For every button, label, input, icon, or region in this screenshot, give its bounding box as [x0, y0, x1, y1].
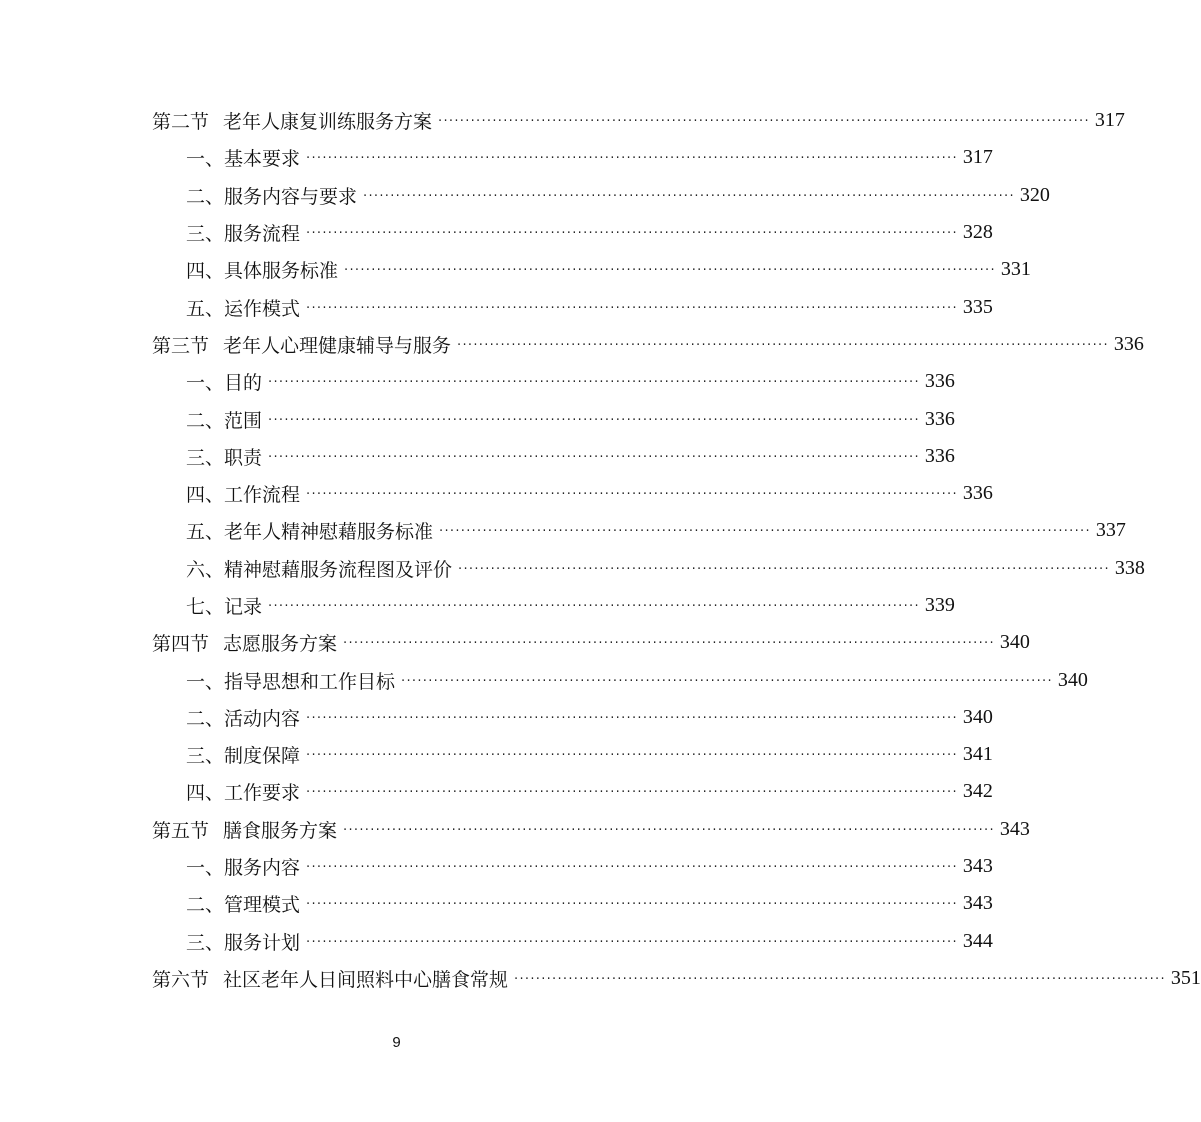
toc-item-entry[interactable] — [0, 587, 955, 624]
toc-entry-title: 服务计划 — [224, 931, 301, 954]
toc-entry-title: 管理模式 — [224, 894, 301, 917]
toc-entry-label — [186, 704, 300, 731]
toc-page-number: 317 — [962, 146, 993, 169]
toc-dot-leader: ························································································································ — [438, 114, 1090, 130]
toc-item-entry[interactable] — [0, 288, 993, 325]
toc-dot-leader: ························································································································ — [268, 599, 920, 614]
toc-item-entry[interactable] — [0, 885, 993, 922]
toc-section-entry[interactable] — [0, 811, 1030, 848]
toc-section-entry[interactable] — [0, 624, 1030, 661]
toc-dot-leader: ························································································································ — [268, 375, 920, 391]
toc-entry-label — [152, 816, 337, 843]
toc-item-entry[interactable] — [0, 251, 1031, 288]
toc-dot-leader: ························································································································ — [343, 822, 995, 838]
toc-page-number: 336 — [924, 370, 955, 393]
toc-entry-label — [186, 890, 300, 917]
toc-item-entry[interactable] — [0, 139, 993, 176]
toc-dot-leader: ························································································································ — [344, 263, 996, 279]
toc-dot-leader: ························································································································ — [306, 300, 958, 316]
toc-item-entry[interactable] — [0, 699, 993, 736]
toc-page-number: 343 — [999, 817, 1030, 840]
toc-item-entry[interactable] — [0, 214, 993, 251]
toc-entry-title: 精神慰藉服务流程图及评价 — [224, 558, 453, 581]
toc-dot-leader: ························································································································ — [268, 449, 920, 465]
toc-item-entry[interactable] — [0, 400, 955, 437]
toc-page-number: 341 — [962, 743, 993, 766]
toc-page-number: 344 — [962, 929, 993, 952]
toc-entry-title: 服务内容 — [224, 857, 301, 880]
toc-page-number: 336 — [924, 407, 955, 430]
toc-item-entry[interactable] — [0, 923, 993, 960]
toc-entry-number: 七、 — [186, 596, 225, 618]
toc-entry-label — [186, 182, 357, 209]
toc-section-entry[interactable] — [0, 326, 1144, 363]
toc-page-number: 320 — [1019, 183, 1050, 206]
toc-dot-leader: ························································································································ — [306, 226, 958, 242]
toc-entry-number: 三、 — [186, 931, 225, 954]
toc-entry-title: 志愿服务方案 — [223, 633, 338, 656]
toc-entry-label — [186, 928, 300, 955]
toc-item-entry[interactable] — [0, 550, 1145, 587]
table-of-contents — [0, 102, 1201, 997]
toc-item-entry[interactable] — [0, 177, 1050, 214]
toc-dot-leader: ························································································································ — [306, 748, 958, 764]
toc-item-entry[interactable] — [0, 848, 993, 885]
toc-entry-label — [186, 853, 300, 880]
toc-page-number: 339 — [924, 594, 955, 616]
toc-entry-title: 老年人精神慰藉服务标准 — [224, 521, 434, 544]
toc-page-number: 336 — [1113, 332, 1144, 355]
toc-page-number: 340 — [999, 631, 1030, 654]
toc-dot-leader: ························································································································ — [306, 897, 958, 913]
toc-entry-label — [186, 368, 262, 395]
toc-item-entry[interactable] — [0, 363, 955, 400]
toc-entry-title: 范围 — [224, 409, 263, 432]
toc-entry-number: 四、 — [186, 260, 225, 283]
toc-entry-label — [186, 144, 300, 171]
toc-entry-number: 三、 — [186, 745, 225, 768]
toc-entry-number: 五、 — [186, 521, 225, 544]
toc-page-number: 336 — [962, 482, 993, 505]
toc-entry-title: 膳食服务方案 — [223, 819, 338, 842]
toc-entry-title: 工作流程 — [224, 484, 301, 507]
toc-entry-title: 老年人心理健康辅导与服务 — [223, 334, 452, 357]
toc-entry-label — [186, 778, 300, 805]
toc-entry-number: 第四节 — [152, 633, 210, 656]
toc-entry-number: 一、 — [186, 670, 225, 693]
toc-item-entry[interactable] — [0, 512, 1126, 549]
toc-item-entry[interactable] — [0, 736, 993, 773]
toc-entry-number: 五、 — [186, 297, 225, 320]
toc-entry-number: 第五节 — [152, 819, 210, 842]
toc-page-number: 343 — [962, 855, 993, 878]
toc-entry-number: 六、 — [186, 558, 225, 581]
toc-entry-number: 三、 — [186, 446, 225, 469]
toc-item-entry[interactable] — [0, 661, 1088, 698]
toc-entry-label — [186, 219, 300, 246]
toc-entry-number: 第三节 — [152, 334, 210, 357]
toc-dot-leader: ························································································································ — [457, 337, 1109, 353]
toc-dot-leader: ························································································································ — [306, 934, 958, 950]
toc-page-number: 335 — [962, 295, 993, 318]
toc-entry-title: 活动内容 — [224, 707, 301, 730]
toc-entry-number: 第六节 — [152, 968, 210, 991]
toc-entry-title: 记录 — [224, 596, 263, 618]
toc-entry-label — [186, 443, 262, 470]
toc-entry-number: 一、 — [186, 372, 225, 395]
toc-entry-label — [186, 517, 433, 544]
toc-section-entry[interactable] — [0, 102, 1125, 139]
toc-page-number: 351 — [1170, 966, 1201, 989]
toc-entry-title: 服务流程 — [224, 223, 301, 246]
toc-entry-number: 三、 — [186, 223, 225, 246]
toc-item-entry[interactable] — [0, 773, 993, 810]
toc-page-number: 338 — [1114, 556, 1145, 579]
toc-dot-leader: ························································································································ — [458, 561, 1110, 577]
toc-dot-leader: ························································································································ — [343, 636, 995, 652]
toc-entry-number: 第二节 — [152, 111, 210, 134]
toc-entry-number: 二、 — [186, 409, 225, 432]
toc-item-entry[interactable] — [0, 475, 993, 512]
toc-entry-title: 运作模式 — [224, 297, 301, 320]
toc-dot-leader: ························································································································ — [306, 710, 958, 726]
toc-page-number: 331 — [1000, 258, 1031, 281]
toc-entry-number: 一、 — [186, 148, 225, 171]
toc-entry-number: 二、 — [186, 707, 225, 730]
toc-entry-title: 社区老年人日间照料中心膳食常规 — [223, 968, 509, 991]
toc-page-number: 336 — [924, 444, 955, 467]
toc-entry-label — [186, 667, 395, 694]
toc-entry-title: 指导思想和工作目标 — [224, 670, 396, 693]
toc-page-number: 317 — [1094, 109, 1125, 132]
toc-entry-title: 目的 — [224, 372, 263, 395]
toc-entry-label — [186, 294, 300, 321]
toc-dot-leader: ························································································································ — [306, 151, 958, 167]
toc-entry-title: 制度保障 — [224, 745, 301, 768]
toc-entry-label — [186, 256, 338, 283]
toc-page-number: 337 — [1095, 519, 1126, 542]
toc-entry-label — [152, 107, 432, 134]
page-number: 9 — [392, 1034, 401, 1051]
toc-entry-title: 职责 — [224, 446, 263, 469]
toc-entry-number: 四、 — [186, 484, 225, 507]
toc-entry-label — [152, 965, 508, 992]
toc-section-entry[interactable] — [0, 960, 1201, 997]
toc-entry-label — [152, 331, 451, 358]
toc-page-number: 343 — [962, 892, 993, 915]
toc-entry-number: 二、 — [186, 185, 225, 208]
toc-entry-label — [186, 555, 452, 582]
toc-dot-leader: ························································································································ — [306, 487, 958, 503]
toc-entry-title: 老年人康复训练服务方案 — [223, 111, 433, 134]
toc-dot-leader: ························································································································ — [306, 860, 958, 876]
toc-entry-title: 工作要求 — [224, 782, 301, 805]
toc-page-number: 340 — [1057, 668, 1088, 691]
toc-dot-leader: ························································································································ — [514, 971, 1166, 987]
toc-entry-label — [186, 592, 262, 619]
toc-dot-leader: ························································································································ — [363, 188, 1015, 204]
toc-entry-title: 服务内容与要求 — [224, 185, 358, 208]
toc-entry-number: 二、 — [186, 894, 225, 917]
toc-entry-number: 一、 — [186, 857, 225, 880]
toc-entry-label — [186, 741, 300, 768]
toc-entry-title: 具体服务标准 — [224, 260, 339, 283]
toc-page-number: 340 — [962, 705, 993, 728]
toc-page-number: 328 — [962, 221, 993, 244]
toc-page-number: 342 — [962, 780, 993, 803]
toc-entry-label — [186, 480, 300, 507]
toc-entry-label — [186, 406, 262, 433]
toc-dot-leader: ························································································································ — [306, 785, 958, 801]
toc-entry-label — [152, 629, 337, 656]
toc-entry-number: 四、 — [186, 782, 225, 805]
toc-dot-leader: ························································································································ — [439, 524, 1091, 540]
toc-item-entry[interactable] — [0, 438, 955, 475]
toc-dot-leader: ························································································································ — [401, 673, 1053, 689]
toc-dot-leader: ························································································································ — [268, 412, 920, 428]
toc-entry-title: 基本要求 — [224, 148, 301, 171]
